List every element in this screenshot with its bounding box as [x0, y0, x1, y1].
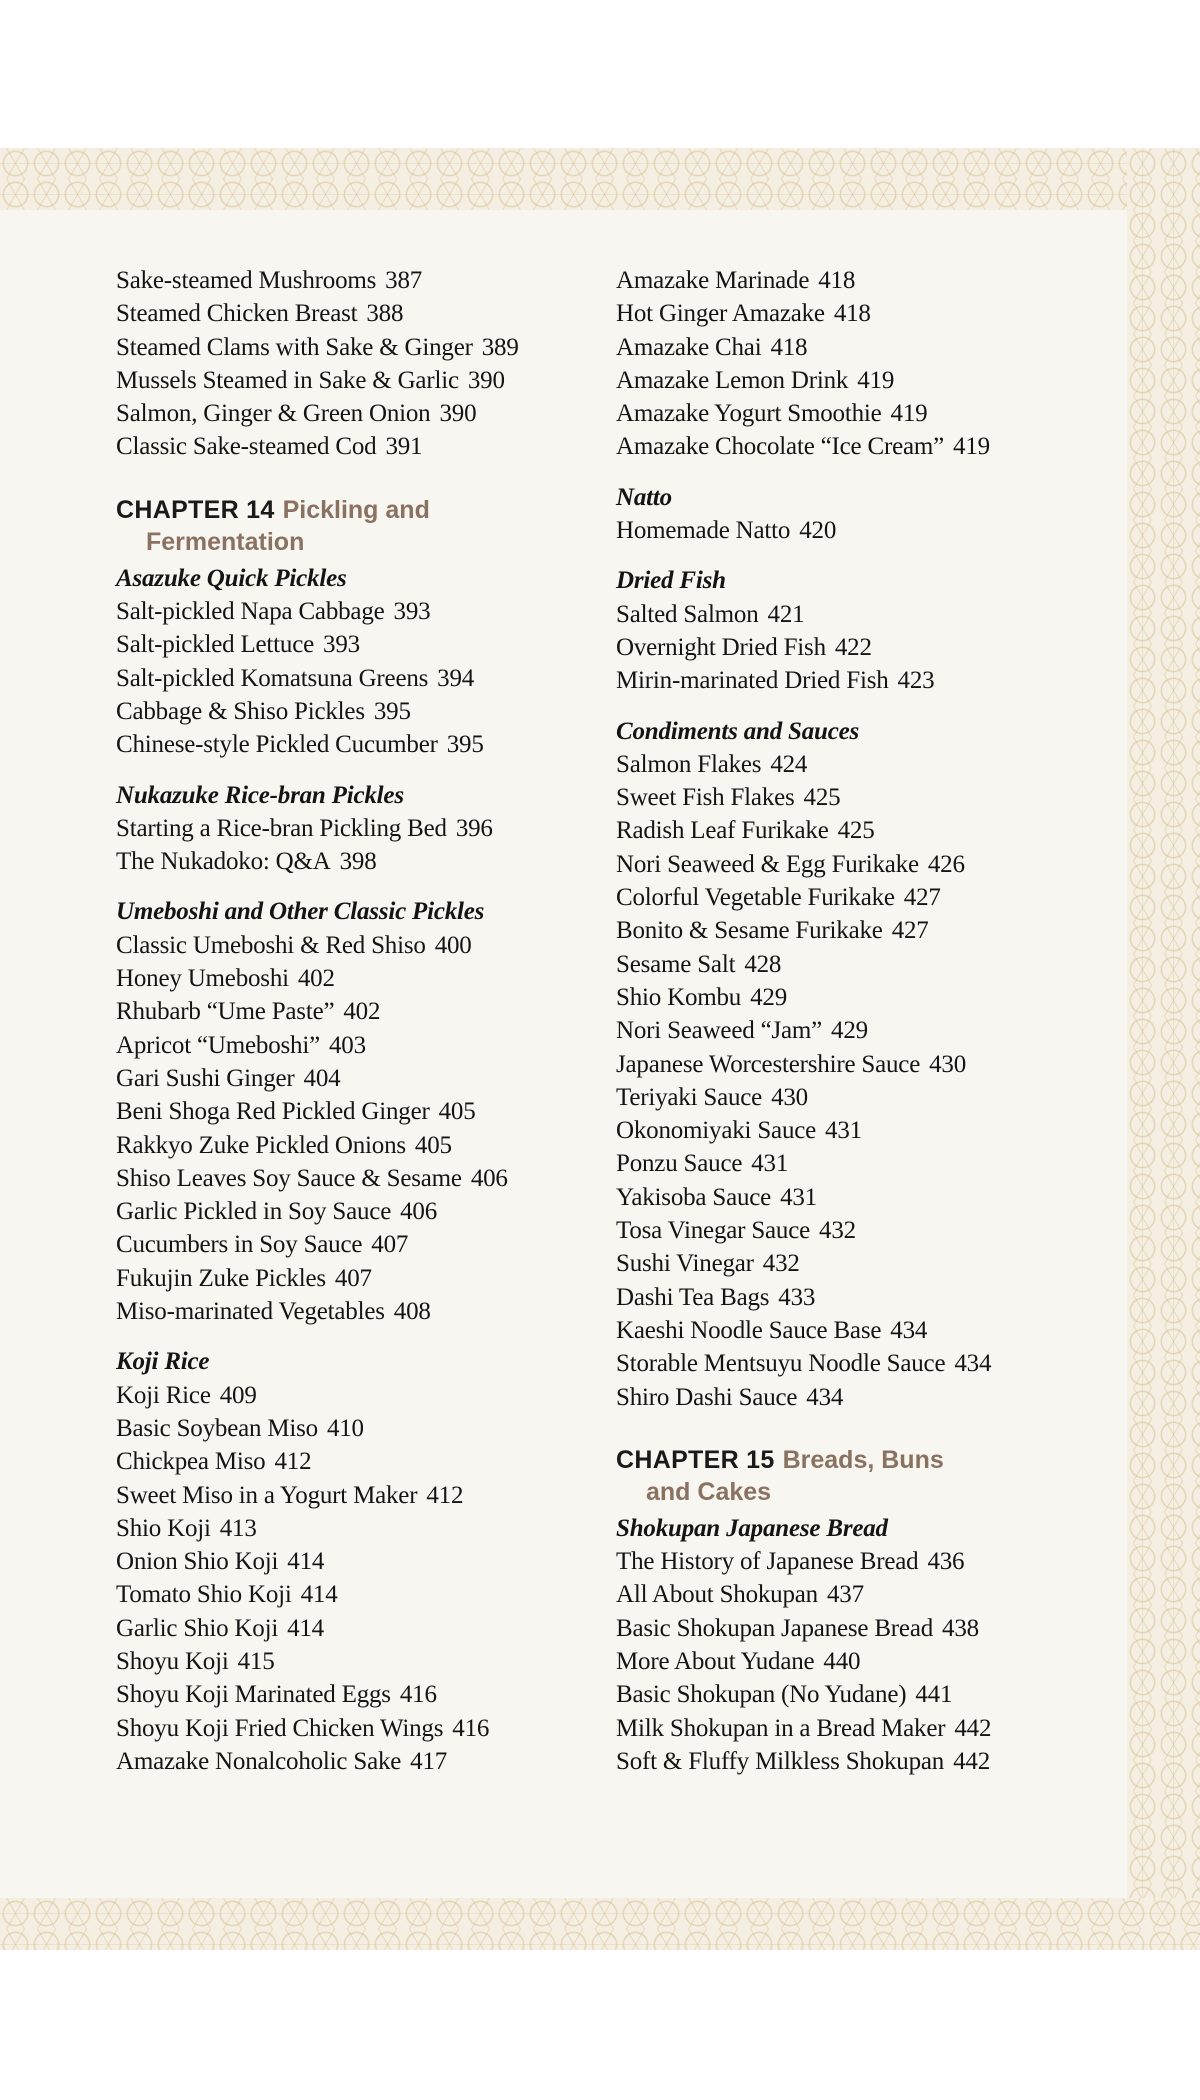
toc-entry [616, 598, 1116, 631]
toc-entry [616, 1048, 1116, 1081]
toc-entry [616, 631, 1116, 664]
entry-page-number: 427 [891, 917, 929, 945]
entry-title: Amazake Nonalcoholic Sake [116, 1747, 402, 1775]
entry-title: Salt-pickled Komatsuna Greens [116, 664, 429, 692]
entry-title: Amazake Chocolate “Ice Cream” [616, 433, 945, 461]
entry-title: Tosa Vinegar Sauce [616, 1217, 811, 1245]
entry-title: Okonomiyaki Sauce [616, 1117, 817, 1145]
chapter-heading [616, 1444, 1116, 1508]
toc-entry [116, 1678, 606, 1711]
entry-page-number: 418 [818, 267, 856, 294]
entry-title: Shio Kombu [616, 983, 742, 1011]
section-heading: Dried Fish [616, 567, 726, 595]
entry-title: Rhubarb “Ume Paste” [116, 998, 335, 1026]
entry-title: Honey Umeboshi [116, 965, 289, 993]
entry-page-number: 395 [373, 697, 411, 725]
entry-title: Shiso Leaves Soy Sauce & Sesame [116, 1164, 462, 1192]
section-heading: Koji Rice [116, 1348, 210, 1376]
toc-entry [616, 1578, 1116, 1611]
entry-page-number: 430 [929, 1050, 966, 1078]
entry-title: Rakkyo Zuke Pickled Onions [116, 1131, 406, 1159]
toc-entry [116, 1262, 606, 1295]
entry-page-number: 406 [470, 1164, 508, 1192]
entry-page-number: 434 [806, 1383, 844, 1411]
entry-title: Mirin-marinated Dried Fish [616, 667, 889, 695]
entry-page-number: 388 [366, 300, 404, 328]
entry-title: Classic Umeboshi & Red Shiso [116, 931, 426, 959]
entry-page-number: 427 [903, 884, 941, 912]
toc-entry [616, 1712, 1116, 1745]
toc-entry [616, 514, 1116, 547]
chapter-title-continued: and Cakes [646, 1477, 772, 1506]
entry-page-number: 424 [770, 750, 808, 778]
toc-entry [116, 331, 606, 364]
toc-entry [616, 748, 1116, 781]
toc-entry [116, 1445, 606, 1478]
right-pattern-border [1127, 148, 1200, 1950]
entry-title: More About Yudane [616, 1647, 815, 1675]
toc-entry [616, 814, 1116, 847]
entry-page-number: 429 [831, 1017, 868, 1045]
entry-page-number: 436 [927, 1548, 965, 1576]
toc-entry [616, 948, 1116, 981]
entry-page-number: 407 [334, 1264, 372, 1292]
entry-title: Koji Rice [116, 1381, 211, 1409]
toc-entry [116, 728, 606, 761]
entry-page-number: 418 [833, 300, 871, 328]
entry-page-number: 407 [371, 1231, 409, 1259]
toc-right-column [616, 264, 1116, 1778]
entry-title: Yakisoba Sauce [616, 1183, 772, 1211]
entry-page-number: 428 [744, 950, 782, 978]
entry-title: Garlic Shio Koji [116, 1614, 279, 1642]
entry-title: Salmon, Ginger & Green Onion [116, 400, 431, 428]
toc-entry [116, 364, 606, 397]
toc-entry [116, 264, 606, 297]
entry-title: Fukujin Zuke Pickles [116, 1264, 326, 1292]
entry-title: Milk Shokupan in a Bread Maker [616, 1714, 946, 1742]
entry-title: Shiro Dashi Sauce [616, 1383, 798, 1411]
entry-title: Miso-marinated Vegetables [116, 1298, 385, 1326]
toc-entry [116, 1412, 606, 1445]
entry-page-number: 400 [434, 931, 472, 959]
toc-entry [616, 1347, 1116, 1380]
entry-page-number: 414 [287, 1548, 325, 1576]
entry-title: Sake-steamed Mushrooms [116, 267, 377, 294]
entry-page-number: 394 [437, 664, 475, 692]
toc-entry [116, 397, 606, 430]
entry-title: Dashi Tea Bags [616, 1283, 770, 1311]
entry-page-number: 412 [426, 1481, 464, 1509]
entry-page-number: 431 [825, 1117, 862, 1145]
toc-entry [116, 1379, 606, 1412]
entry-page-number: 429 [750, 983, 788, 1011]
entry-page-number: 431 [780, 1183, 817, 1211]
entry-page-number: 414 [287, 1614, 324, 1642]
entry-page-number: 396 [455, 814, 493, 842]
entry-page-number: 393 [393, 598, 431, 626]
toc-entry [116, 695, 606, 728]
toc-entry [116, 628, 606, 661]
entry-page-number: 409 [219, 1381, 257, 1409]
section-heading: Nukazuke Rice-bran Pickles [116, 781, 404, 809]
entry-title: Shoyu Koji [116, 1647, 229, 1675]
entry-page-number: 390 [439, 400, 477, 428]
toc-entry [616, 981, 1116, 1014]
entry-title: The Nukadoko: Q&A [116, 848, 331, 876]
toc-entry [616, 1314, 1116, 1347]
entry-page-number: 416 [399, 1681, 437, 1709]
entry-title: Hot Ginger Amazake [616, 300, 825, 328]
entry-title: Shoyu Koji Fried Chicken Wings [116, 1714, 444, 1742]
entry-title: Salt-pickled Napa Cabbage [116, 598, 385, 626]
entry-title: Amazake Chai [616, 333, 762, 361]
entry-page-number: 413 [219, 1514, 257, 1542]
toc-entry [616, 1545, 1116, 1578]
entry-page-number: 432 [762, 1250, 800, 1278]
entry-page-number: 410 [326, 1414, 364, 1442]
toc-entry [616, 848, 1116, 881]
toc-entry [116, 1062, 606, 1095]
toc-entry [116, 1129, 606, 1162]
toc-entry [616, 430, 1116, 463]
entry-title: Apricot “Umeboshi” [116, 1031, 320, 1059]
entry-page-number: 422 [834, 633, 872, 661]
toc-entry [616, 264, 1116, 297]
chapter-title: Pickling and [282, 495, 430, 524]
entry-title: Homemade Natto [616, 517, 791, 545]
toc-entry [116, 812, 606, 845]
entry-page-number: 402 [343, 998, 381, 1026]
toc-entry [616, 781, 1116, 814]
toc-entry [116, 1162, 606, 1195]
toc-entry [116, 662, 606, 695]
entry-page-number: 426 [927, 850, 965, 878]
toc-entry [616, 1645, 1116, 1678]
chapter-heading-line [616, 1444, 1116, 1476]
entry-title: Sweet Miso in a Yogurt Maker [116, 1481, 418, 1509]
entry-title: Colorful Vegetable Furikake [616, 884, 895, 912]
entry-page-number: 432 [819, 1217, 856, 1245]
entry-page-number: 430 [771, 1083, 808, 1111]
toc-entry [116, 1195, 606, 1228]
entry-page-number: 419 [890, 400, 928, 428]
toc-entry [116, 430, 606, 463]
entry-title: Tomato Shio Koji [116, 1581, 292, 1609]
toc-entry [116, 1612, 606, 1645]
entry-title: Salmon Flakes [616, 750, 762, 778]
toc-entry [116, 1745, 606, 1778]
toc-entry [116, 595, 606, 628]
entry-page-number: 437 [826, 1581, 864, 1609]
entry-title: Japanese Worcestershire Sauce [616, 1050, 921, 1078]
entry-page-number: 419 [953, 433, 990, 461]
entry-page-number: 421 [767, 600, 805, 628]
entry-title: Kaeshi Noodle Sauce Base [616, 1316, 882, 1344]
toc-entry [616, 1678, 1116, 1711]
entry-title: Bonito & Sesame Furikake [616, 917, 883, 945]
toc-entry [116, 962, 606, 995]
toc-entry [616, 297, 1116, 330]
entry-title: Salt-pickled Lettuce [116, 631, 315, 659]
entry-title: Teriyaki Sauce [616, 1083, 763, 1111]
entry-title: Amazake Marinade [616, 267, 810, 294]
entry-title: Salted Salmon [616, 600, 759, 628]
toc-entry [116, 1295, 606, 1328]
entry-title: Nori Seaweed “Jam” [616, 1017, 823, 1045]
entry-title: Chickpea Miso [116, 1448, 266, 1476]
entry-page-number: 402 [297, 965, 335, 993]
entry-title: Nori Seaweed & Egg Furikake [616, 850, 919, 878]
entry-title: Sesame Salt [616, 950, 736, 978]
entry-title: Shoyu Koji Marinated Eggs [116, 1681, 391, 1709]
entry-page-number: 438 [942, 1614, 979, 1642]
entry-page-number: 417 [410, 1747, 448, 1775]
toc-entry [616, 881, 1116, 914]
entry-title: Sweet Fish Flakes [616, 784, 795, 812]
entry-page-number: 418 [770, 333, 808, 361]
toc-entry [616, 914, 1116, 947]
entry-title: Garlic Pickled in Soy Sauce [116, 1198, 392, 1226]
entry-page-number: 416 [452, 1714, 490, 1742]
entry-title: Ponzu Sauce [616, 1150, 743, 1178]
entry-page-number: 433 [778, 1283, 816, 1311]
entry-page-number: 415 [237, 1647, 275, 1675]
entry-page-number: 390 [467, 366, 505, 394]
chapter-heading-line [116, 494, 606, 526]
entry-page-number: 408 [393, 1298, 431, 1326]
entry-title: Steamed Clams with Sake & Ginger [116, 333, 473, 361]
toc-entry [116, 929, 606, 962]
entry-title: Onion Shio Koji [116, 1548, 279, 1576]
toc-entry [116, 1545, 606, 1578]
toc-entry [116, 995, 606, 1028]
chapter-number: CHAPTER 15 [616, 1445, 775, 1474]
toc-entry [116, 1479, 606, 1512]
section-heading: Condiments and Sauces [616, 717, 860, 745]
entry-title: Shio Koji [116, 1514, 211, 1542]
entry-page-number: 434 [954, 1350, 992, 1378]
entry-title: All About Shokupan [616, 1581, 818, 1609]
section-heading: Umeboshi and Other Classic Pickles [116, 898, 485, 926]
entry-page-number: 420 [799, 517, 837, 545]
toc-entry [116, 297, 606, 330]
toc-entry [616, 1381, 1116, 1414]
entry-page-number: 425 [837, 817, 875, 845]
toc-entry [116, 1228, 606, 1261]
toc-entry [616, 364, 1116, 397]
toc-entry [616, 1014, 1116, 1047]
entry-page-number: 419 [857, 366, 895, 394]
section-heading: Asazuke Quick Pickles [116, 564, 347, 592]
entry-page-number: 442 [954, 1714, 992, 1742]
entry-title: Sushi Vinegar [616, 1250, 754, 1278]
entry-title: Cabbage & Shiso Pickles [116, 697, 365, 725]
toc-entry [616, 664, 1116, 697]
entry-title: Cucumbers in Soy Sauce [116, 1231, 363, 1259]
entry-page-number: 405 [414, 1131, 452, 1159]
entry-page-number: 414 [300, 1581, 338, 1609]
toc-entry [616, 1081, 1116, 1114]
chapter-title-continued: Fermentation [146, 527, 305, 556]
bottom-pattern-border [0, 1898, 1200, 1950]
entry-page-number: 398 [339, 848, 377, 876]
entry-page-number: 395 [446, 731, 484, 759]
entry-title: Basic Shokupan Japanese Bread [616, 1614, 934, 1642]
entry-page-number: 440 [823, 1647, 861, 1675]
entry-page-number: 404 [303, 1064, 341, 1092]
toc-entry [616, 1114, 1116, 1147]
entry-title: Gari Sushi Ginger [116, 1064, 295, 1092]
toc-entry [616, 1612, 1116, 1645]
entry-page-number: 412 [274, 1448, 312, 1476]
entry-page-number: 431 [751, 1150, 789, 1178]
entry-title: Basic Shokupan (No Yudane) [616, 1681, 907, 1709]
entry-title: Overnight Dried Fish [616, 633, 826, 661]
entry-title: Radish Leaf Furikake [616, 817, 829, 845]
toc-entry [116, 1712, 606, 1745]
entry-page-number: 389 [481, 333, 519, 361]
toc-entry [116, 1029, 606, 1062]
entry-title: Soft & Fluffy Milkless Shokupan [616, 1747, 945, 1775]
entry-page-number: 442 [953, 1747, 990, 1775]
entry-title: Starting a Rice-bran Pickling Bed [116, 814, 447, 842]
entry-page-number: 441 [915, 1681, 953, 1709]
entry-page-number: 403 [328, 1031, 366, 1059]
toc-entry [616, 1247, 1116, 1280]
chapter-title: Breads, Buns [782, 1445, 944, 1474]
entry-title: Basic Soybean Miso [116, 1414, 318, 1442]
toc-entry [616, 331, 1116, 364]
toc-entry [616, 1281, 1116, 1314]
entry-title: Storable Mentsuyu Noodle Sauce [616, 1350, 946, 1378]
entry-title: Classic Sake-steamed Cod [116, 433, 377, 461]
toc-entry [116, 1578, 606, 1611]
entry-page-number: 393 [323, 631, 360, 659]
toc-left-column [116, 264, 606, 1778]
chapter-number: CHAPTER 14 [116, 495, 275, 524]
toc-entry [116, 1512, 606, 1545]
section-heading: Shokupan Japanese Bread [616, 1514, 888, 1542]
toc-entry [616, 1745, 1116, 1778]
entry-title: Amazake Yogurt Smoothie [616, 400, 882, 428]
toc-entry [616, 1181, 1116, 1214]
entry-page-number: 387 [385, 267, 423, 294]
toc-entry [616, 1214, 1116, 1247]
chapter-heading [116, 494, 606, 558]
top-pattern-border [0, 148, 1200, 210]
toc-entry [116, 1095, 606, 1128]
toc-entry [116, 845, 606, 878]
entry-title: Steamed Chicken Breast [116, 300, 358, 328]
section-heading: Natto [616, 483, 672, 511]
entry-title: Chinese-style Pickled Cucumber [116, 731, 438, 759]
entry-title: The History of Japanese Bread [616, 1548, 919, 1576]
entry-title: Amazake Lemon Drink [616, 366, 849, 394]
toc-entry [116, 1645, 606, 1678]
toc-entry [616, 397, 1116, 430]
toc-entry [616, 1147, 1116, 1180]
entry-page-number: 391 [385, 433, 423, 461]
entry-title: Beni Shoga Red Pickled Ginger [116, 1098, 430, 1126]
entry-page-number: 405 [438, 1098, 476, 1126]
entry-page-number: 434 [890, 1316, 928, 1344]
entry-page-number: 406 [400, 1198, 437, 1226]
entry-title: Mussels Steamed in Sake & Garlic [116, 366, 459, 394]
entry-page-number: 423 [897, 667, 935, 695]
entry-page-number: 425 [803, 784, 841, 812]
